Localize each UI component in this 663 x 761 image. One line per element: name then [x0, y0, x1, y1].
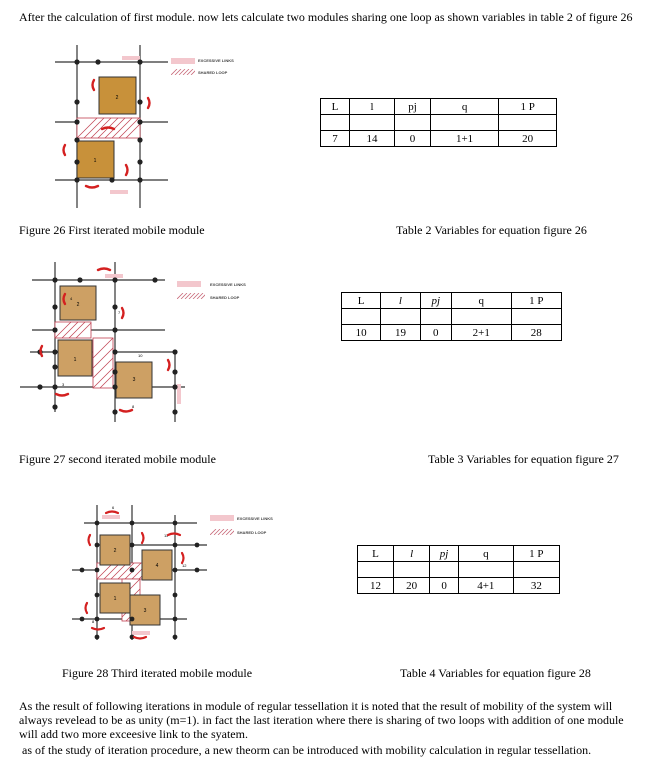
intro-text: After the calculation of first module. now lets calculate two modules sharing one loop as shown variables in table 2 of figure 26	[19, 10, 633, 24]
header-cell: l	[350, 99, 395, 115]
header-cell: q	[430, 99, 498, 115]
table-header-row	[358, 546, 560, 562]
table-row	[358, 578, 560, 594]
module-label: 1	[93, 158, 97, 164]
header-cell: L	[321, 99, 350, 115]
header-cell: pj	[395, 99, 431, 115]
link-label: 8	[132, 404, 135, 409]
link-label: 3	[62, 382, 65, 387]
header-cell: pj	[420, 293, 451, 309]
excessive-links-swatch	[177, 281, 201, 287]
value-cell: 0	[420, 325, 451, 341]
module-label: 1	[113, 596, 117, 602]
link-label: 12	[182, 563, 187, 568]
table-row	[342, 325, 562, 341]
value-cell: 28	[511, 325, 561, 341]
excessive-links-swatch	[210, 515, 234, 521]
header-cell: L	[342, 293, 381, 309]
table-3-caption: Table 3 Variables for equation figure 27	[428, 452, 619, 466]
table-3	[341, 292, 562, 341]
header-cell: q	[451, 293, 511, 309]
table-2	[320, 98, 557, 147]
header-cell: l	[381, 293, 420, 309]
link-label: 9	[168, 364, 171, 369]
link-label: 4	[70, 296, 73, 301]
figure-27-caption: Figure 27 second iterated mobile module	[19, 452, 216, 466]
header-cell: l	[394, 546, 430, 562]
link-label: 8	[92, 619, 95, 624]
shared-loop-label: SHARED LOOP	[237, 530, 267, 535]
value-cell: 20	[499, 131, 557, 147]
table-header-row	[321, 99, 557, 115]
value-cell: 10	[342, 325, 381, 341]
module-label: 4	[155, 563, 159, 569]
figure-27-diagram	[20, 262, 190, 427]
module-label: 3	[143, 608, 147, 614]
value-cell: 1+1	[430, 131, 498, 147]
figure-26-diagram	[50, 40, 175, 215]
figure-26-caption: Figure 26 First iterated mobile module	[19, 223, 205, 237]
excessive-links-label: EXCESSIVE LINKS	[198, 58, 234, 63]
value-cell: 19	[381, 325, 420, 341]
value-cell: 32	[513, 578, 559, 594]
value-cell: 0	[430, 578, 459, 594]
module-label: 2	[115, 95, 119, 101]
header-cell: 1 P	[511, 293, 561, 309]
link-label: 7	[118, 310, 121, 315]
table-2-caption: Table 2 Variables for equation figure 26	[396, 223, 587, 237]
figure-28-diagram	[72, 495, 212, 645]
header-cell: L	[358, 546, 394, 562]
module-label: 2	[113, 548, 117, 554]
shared-loop-label: SHARED LOOP	[198, 70, 228, 75]
header-cell: q	[458, 546, 513, 562]
value-cell: 7	[321, 131, 350, 147]
header-cell: 1 P	[499, 99, 557, 115]
value-cell: 0	[395, 131, 431, 147]
link-label: 6	[112, 505, 115, 510]
link-label: 10	[138, 353, 143, 358]
conclusion-paragraph: As the result of following iterations in module of regular tessellation it is noted that the result of mobility of the system will always revelead to be as unity (m=1). in fact the last iteration where there is sharing of two loops with addition of one module will add two more exceesive link to the syatem.	[19, 699, 624, 741]
value-cell: 14	[350, 131, 395, 147]
excessive-links-label: EXCESSIVE LINKS	[210, 282, 246, 287]
table-4	[357, 545, 560, 594]
value-cell: 2+1	[451, 325, 511, 341]
excessive-links-swatch	[171, 58, 195, 64]
shared-loop-label: SHARED LOOP	[210, 295, 240, 300]
header-cell: pj	[430, 546, 459, 562]
table-header-row	[342, 293, 562, 309]
table-row	[321, 131, 557, 147]
shared-loop-swatch	[210, 529, 234, 535]
table-4-caption: Table 4 Variables for equation figure 28	[400, 666, 591, 680]
module-label: 1	[73, 357, 77, 363]
module-label: 2	[76, 302, 80, 308]
conclusion-theorem-line: as of the study of iteration procedure, a new theorm can be introduced with mobility calculation in regular tessellation.	[19, 743, 592, 757]
value-cell: 12	[358, 578, 394, 594]
value-cell: 20	[394, 578, 430, 594]
shared-loop-swatch	[177, 293, 205, 299]
header-cell: 1 P	[513, 546, 559, 562]
figure-28-caption: Figure 28 Third iterated mobile module	[62, 666, 253, 680]
value-cell: 4+1	[458, 578, 513, 594]
shared-loop-swatch	[171, 69, 195, 75]
excessive-links-label: EXCESSIVE LINKS	[237, 516, 273, 521]
link-label: 11	[164, 533, 169, 538]
module-label: 3	[132, 377, 136, 383]
